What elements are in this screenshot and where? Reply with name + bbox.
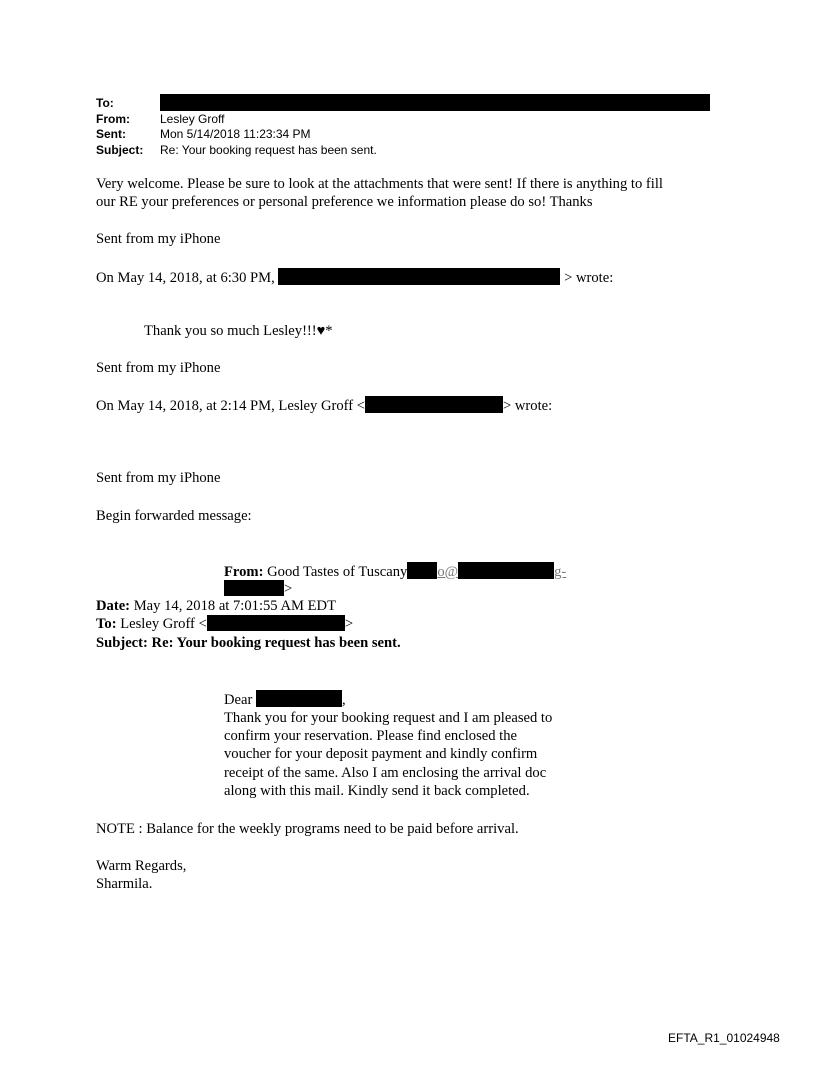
from-value: Lesley Groff bbox=[160, 112, 225, 126]
from-label: From: bbox=[96, 112, 130, 126]
fwd-to-line bbox=[96, 615, 353, 633]
fwd-email-at: o@ bbox=[437, 564, 459, 580]
reply-line-1: Very welcome. Please be sure to look at the attachments that were sent! If there is anything to fill bbox=[96, 176, 663, 192]
fwd-from-label: From: bbox=[224, 564, 264, 580]
redaction-groff-email bbox=[365, 396, 503, 413]
fwd-to-gt: > bbox=[344, 616, 354, 632]
dear-line bbox=[224, 690, 346, 709]
reply-line-2: our RE your preferences or personal preference we information please do so! Thanks bbox=[96, 194, 593, 210]
sent-from-iphone-2: Sent from my iPhone bbox=[96, 360, 221, 376]
header-subject-row bbox=[96, 143, 143, 157]
to-label: To: bbox=[96, 96, 114, 110]
header-to-row bbox=[96, 96, 114, 110]
on-may-630-line bbox=[96, 268, 613, 287]
fwd-gt: > bbox=[284, 581, 293, 597]
subject-label: Subject: bbox=[96, 143, 144, 157]
fwd-date-line bbox=[96, 597, 336, 615]
letter-line-1: Thank you for your booking request and I am pleased to bbox=[224, 710, 553, 726]
bates-number: EFTA_R1_01024948 bbox=[668, 1031, 780, 1045]
fwd-date-label: Date: bbox=[96, 598, 131, 614]
redaction-dear-name bbox=[256, 690, 342, 707]
header-from-row bbox=[96, 112, 130, 126]
fwd-date-value: May 14, 2018 at 7:01:55 AM EDT bbox=[133, 598, 336, 614]
letter-line-5: along with this mail. Kindly send it back completed. bbox=[224, 783, 530, 799]
fwd-from-line bbox=[224, 562, 566, 581]
sent-from-iphone-3: Sent from my iPhone bbox=[96, 470, 221, 486]
letter-line-4: receipt of the same. Also I am enclosing the arrival doc bbox=[224, 765, 547, 781]
fwd-email-end: g- bbox=[554, 564, 567, 580]
redaction-fwd-email-3 bbox=[224, 580, 284, 596]
dear-text: Dear bbox=[224, 692, 253, 708]
thank-you-line: Thank you so much Lesley!!!♥* bbox=[144, 323, 333, 339]
fwd-subject-value: Re: Your booking request has been sent. bbox=[151, 635, 401, 651]
fwd-to-value: Lesley Groff < bbox=[120, 616, 207, 632]
dear-comma: , bbox=[342, 692, 346, 708]
on-may-214-line bbox=[96, 396, 552, 415]
wrote-suffix-1: > wrote: bbox=[564, 270, 614, 286]
header-sent-row bbox=[96, 127, 126, 141]
fwd-from-line-2 bbox=[224, 580, 292, 598]
fwd-subject-line bbox=[96, 634, 401, 652]
note-line: NOTE : Balance for the weekly programs need to be paid before arrival. bbox=[96, 821, 519, 837]
regards-line: Warm Regards, bbox=[96, 858, 187, 874]
on-may-630-text: On May 14, 2018, at 6:30 PM, bbox=[96, 270, 275, 286]
subject-value: Re: Your booking request has been sent. bbox=[160, 143, 377, 157]
letter-line-3: voucher for your deposit payment and kindly confirm bbox=[224, 746, 538, 762]
fwd-to-label: To: bbox=[96, 616, 117, 632]
redaction-to bbox=[160, 94, 710, 111]
sent-label: Sent: bbox=[96, 127, 126, 141]
on-may-214-text: On May 14, 2018, at 2:14 PM, Lesley Groff < bbox=[96, 398, 366, 414]
sent-from-iphone-1: Sent from my iPhone bbox=[96, 231, 221, 247]
fwd-subject-label: Subject: bbox=[96, 635, 148, 651]
begin-forwarded: Begin forwarded message: bbox=[96, 508, 252, 524]
sent-value: Mon 5/14/2018 11:23:34 PM bbox=[160, 127, 311, 141]
redaction-sender-email bbox=[278, 268, 560, 285]
fwd-from-value: Good Tastes of Tuscany bbox=[267, 564, 408, 580]
wrote-suffix-2: > wrote: bbox=[503, 398, 553, 414]
redaction-fwd-to bbox=[207, 615, 345, 631]
letter-line-2: confirm your reservation. Please find enclosed the bbox=[224, 728, 517, 744]
signature-line: Sharmila. bbox=[96, 876, 153, 892]
redaction-fwd-email-1 bbox=[407, 562, 437, 579]
redaction-fwd-email-2 bbox=[458, 562, 554, 579]
